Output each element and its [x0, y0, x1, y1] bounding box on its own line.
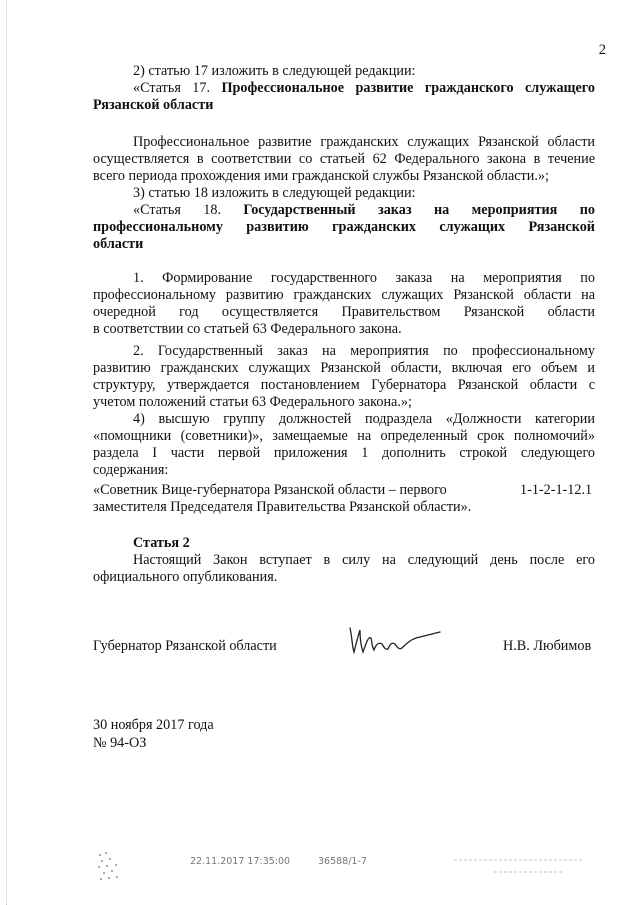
- article17-heading-line2: [93, 97, 595, 114]
- faint-registration-stamp: [454, 852, 584, 880]
- article17-body-line3: всего периода прохождения ими гражданской службы Рязанской области.»;: [93, 168, 549, 184]
- article17-body-line2: осуществляется в соответствии со статьей 62 Федерального закона в течение: [93, 151, 595, 167]
- article17-heading-line1: [93, 80, 595, 97]
- article17-prefix: «Статья 17.: [133, 80, 222, 96]
- article18-heading-line2: [93, 219, 595, 236]
- table-row-line2: заместителя Председателя Правительства Рязанской области».: [93, 499, 472, 515]
- paragraph4-line3: раздела I части первой приложения 1 дополнить строкой следующего: [93, 445, 595, 461]
- signatory-title: Губернатор Рязанской области: [93, 638, 277, 654]
- signing-date: 30 ноября 2017 года: [93, 717, 214, 733]
- paragraph-article18-intro: 3) статью 18 изложить в следующей редакции:: [133, 185, 416, 201]
- position-code: 1-1-2-1-12.1: [520, 482, 593, 498]
- item2-line4: учетом положений статьи 63 Федерального закона.»;: [93, 394, 412, 410]
- footer-timestamp: 22.11.2017 17:35:00: [190, 856, 291, 867]
- item2-line3: структуру, утверждается постановлением Губернатора Рязанской области с: [93, 377, 595, 393]
- article18-title-end: области: [93, 236, 144, 252]
- signatory-name: Н.В. Любимов: [503, 638, 592, 654]
- paragraph4-line2: «помощники (советники)», замещаемые на определенный срок полномочий»: [93, 428, 595, 444]
- table-row-line1: «Советник Вице-губернатора Рязанской области – первого: [93, 482, 447, 498]
- footer-code: 36588/1-7: [318, 856, 367, 867]
- article17-title-cont: Рязанской области: [93, 97, 214, 113]
- paragraph4-line1: 4) высшую группу должностей подраздела «Должности категории: [133, 411, 595, 427]
- article18-heading-line1: [93, 202, 595, 219]
- item1-line1: 1. Формирование государственного заказа на мероприятия по: [133, 270, 595, 286]
- item2-line1: 2. Государственный заказ на мероприятия по профессиональному: [133, 343, 595, 359]
- article17-title: Профессиональное развитие гражданского служащего: [221, 80, 595, 96]
- article17-body-line1: Профессиональное развитие гражданских служащих Рязанской области: [133, 134, 595, 150]
- item1-line4: в соответствии со статьей 63 Федерального закона.: [93, 321, 402, 337]
- page-number: 2: [598, 42, 606, 58]
- date-block: [93, 716, 214, 752]
- article2-heading: [93, 535, 595, 552]
- item1-line2: профессиональному развитию гражданских служащих Рязанской области на: [93, 287, 595, 303]
- article18-title: Государственный заказ на мероприятия по: [243, 202, 595, 218]
- item2-line2: развитию гражданских служащих Рязанской области, включая его объем и: [93, 360, 595, 376]
- scan-mark: [95, 850, 125, 884]
- paragraph-article17-intro: 2) статью 17 изложить в следующей редакции:: [133, 63, 416, 79]
- law-number: № 94-ОЗ: [93, 735, 147, 751]
- article18-title-cont: профессиональному развитию гражданских служащих Рязанской: [93, 219, 595, 235]
- article18-prefix: «Статья 18.: [133, 202, 244, 218]
- handwritten-signature: [344, 622, 444, 658]
- paragraph4-line4: содержания:: [93, 462, 169, 478]
- article2-heading-text: Статья 2: [133, 535, 190, 551]
- article2-line1: Настоящий Закон вступает в силу на следующий день после его: [133, 552, 595, 568]
- article18-heading-line3: [93, 236, 595, 253]
- item1-line3: очередной год осуществляется Правительством Рязанской области: [93, 304, 595, 320]
- article2-line2: официального опубликования.: [93, 569, 278, 585]
